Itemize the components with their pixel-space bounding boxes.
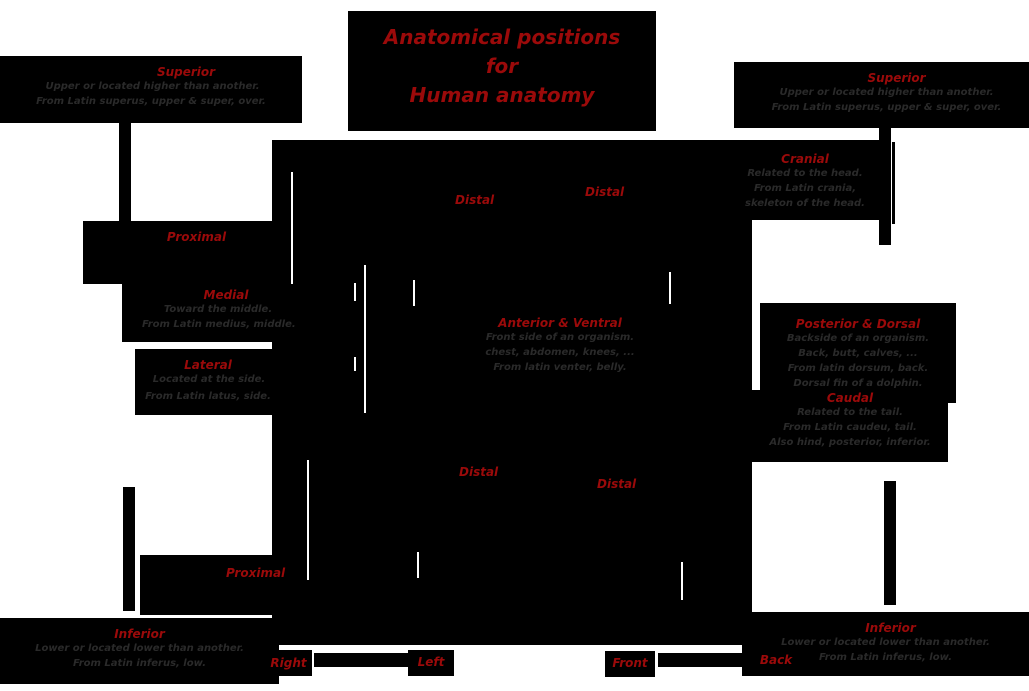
superior-right-desc-2: From Latin superus, upper & super, over.: [771, 102, 1002, 113]
inferior-right-desc-1: Lower or located lower than another.: [781, 637, 990, 648]
caudal-term: Caudal: [826, 391, 874, 405]
inferior-right-desc-2: From Latin inferus, low.: [818, 652, 953, 663]
medial-desc-1: Toward the middle.: [163, 304, 273, 315]
superior-left-desc-2: From Latin superus, upper & super, over.: [36, 96, 266, 107]
guide-line: [417, 552, 419, 578]
guide-line: [413, 280, 415, 306]
superior-left-desc-1: Upper or located higher than another.: [45, 81, 260, 92]
posterior-dorsal-box: [760, 303, 956, 403]
inferior-right-arrow: [884, 481, 896, 605]
caudal-desc-2: From Latin caudeu, tail.: [783, 422, 917, 433]
caudal-desc-3: Also hind, posterior, inferior.: [769, 437, 931, 448]
inferior-left-term: Inferior: [114, 627, 165, 641]
medial-box: [122, 284, 296, 342]
anterior-desc-2: chest, abdomen, knees, ...: [485, 347, 635, 358]
back-label: Back: [759, 653, 793, 667]
medial-term: Medial: [203, 288, 249, 302]
superior-right-arrow-thin: [892, 142, 895, 224]
inferior-left-desc-2: From Latin inferus, low.: [72, 658, 207, 669]
anterior-ventral-label: [475, 316, 645, 375]
back-label-box: [755, 648, 797, 676]
proximal-upper-box: [83, 221, 272, 284]
superior-left-arrow: [119, 115, 131, 225]
anterior-term: Anterior & Ventral: [498, 316, 622, 330]
right-label-box: [265, 650, 312, 676]
medial-desc-2: From Latin medius, middle.: [142, 319, 296, 330]
lateral-desc-2: From Latin latus, side.: [145, 391, 271, 402]
caudal-box: [752, 390, 948, 462]
anterior-desc-3: From latin venter, belly.: [493, 362, 627, 373]
left-label-box: [408, 650, 454, 676]
figure-bottom-edge: [279, 645, 742, 649]
diagram-title: [348, 11, 656, 131]
inferior-left-box: [0, 618, 279, 684]
figure-area-main: [272, 140, 752, 645]
superior-right-term: Superior: [867, 71, 926, 85]
posterior-desc-4: Dorsal fin of a dolphin.: [793, 378, 923, 389]
lateral-term: Lateral: [184, 358, 232, 372]
front-label-box: [605, 651, 655, 677]
cranial-desc-1: Related to the head.: [747, 168, 863, 179]
guide-line: [307, 460, 309, 580]
guide-line: [364, 265, 366, 413]
anterior-desc-1: Front side of an organism.: [485, 332, 635, 343]
proximal-lower-label: Proximal: [226, 566, 286, 580]
title-line-1: Anatomical positions: [383, 25, 621, 49]
guide-line: [354, 283, 356, 301]
right-label: Right: [270, 656, 307, 670]
superior-left-box: [0, 56, 302, 123]
guide-line: [681, 562, 683, 600]
superior-right-arrow: [879, 125, 891, 245]
cranial-box: [730, 140, 880, 220]
title-line-2: for: [485, 54, 519, 78]
caudal-desc-1: Related to the tail.: [797, 407, 903, 418]
distal-upper-right-label: Distal: [585, 185, 625, 199]
distal-upper-left-label: Distal: [455, 193, 495, 207]
front-label: Front: [612, 656, 648, 670]
inferior-right-term: Inferior: [865, 621, 916, 635]
cranial-desc-3: skeleton of the head.: [745, 198, 865, 209]
distal-lower-right-label: Distal: [597, 477, 637, 491]
cranial-desc-2: From Latin crania,: [753, 183, 857, 194]
posterior-desc-2: Back, butt, calves, ...: [798, 348, 918, 359]
lateral-box: [135, 349, 275, 415]
superior-left-term: Superior: [156, 65, 216, 79]
right-left-axis-line: [314, 653, 414, 667]
left-label: Left: [417, 655, 445, 669]
guide-line: [291, 172, 293, 284]
guide-line: [354, 357, 356, 371]
superior-right-desc-1: Upper or located higher than another.: [779, 87, 994, 98]
front-back-axis-line: [658, 653, 754, 667]
proximal-upper-term: Proximal: [166, 230, 227, 244]
superior-right-box: [734, 62, 1029, 128]
figure-area-lower-left: [140, 555, 280, 615]
posterior-desc-3: From latin dorsum, back.: [787, 363, 929, 374]
lateral-desc-1: Located at the side.: [152, 374, 266, 385]
inferior-left-arrow: [123, 487, 135, 611]
inferior-left-desc-1: Lower or located lower than another.: [35, 643, 244, 654]
cranial-term: Cranial: [781, 152, 829, 166]
posterior-term: Posterior & Dorsal: [795, 317, 921, 331]
posterior-desc-1: Backside of an organism.: [786, 333, 930, 344]
distal-lower-left-label: Distal: [459, 465, 499, 479]
title-line-3: Human anatomy: [409, 83, 595, 107]
guide-line: [669, 272, 671, 304]
